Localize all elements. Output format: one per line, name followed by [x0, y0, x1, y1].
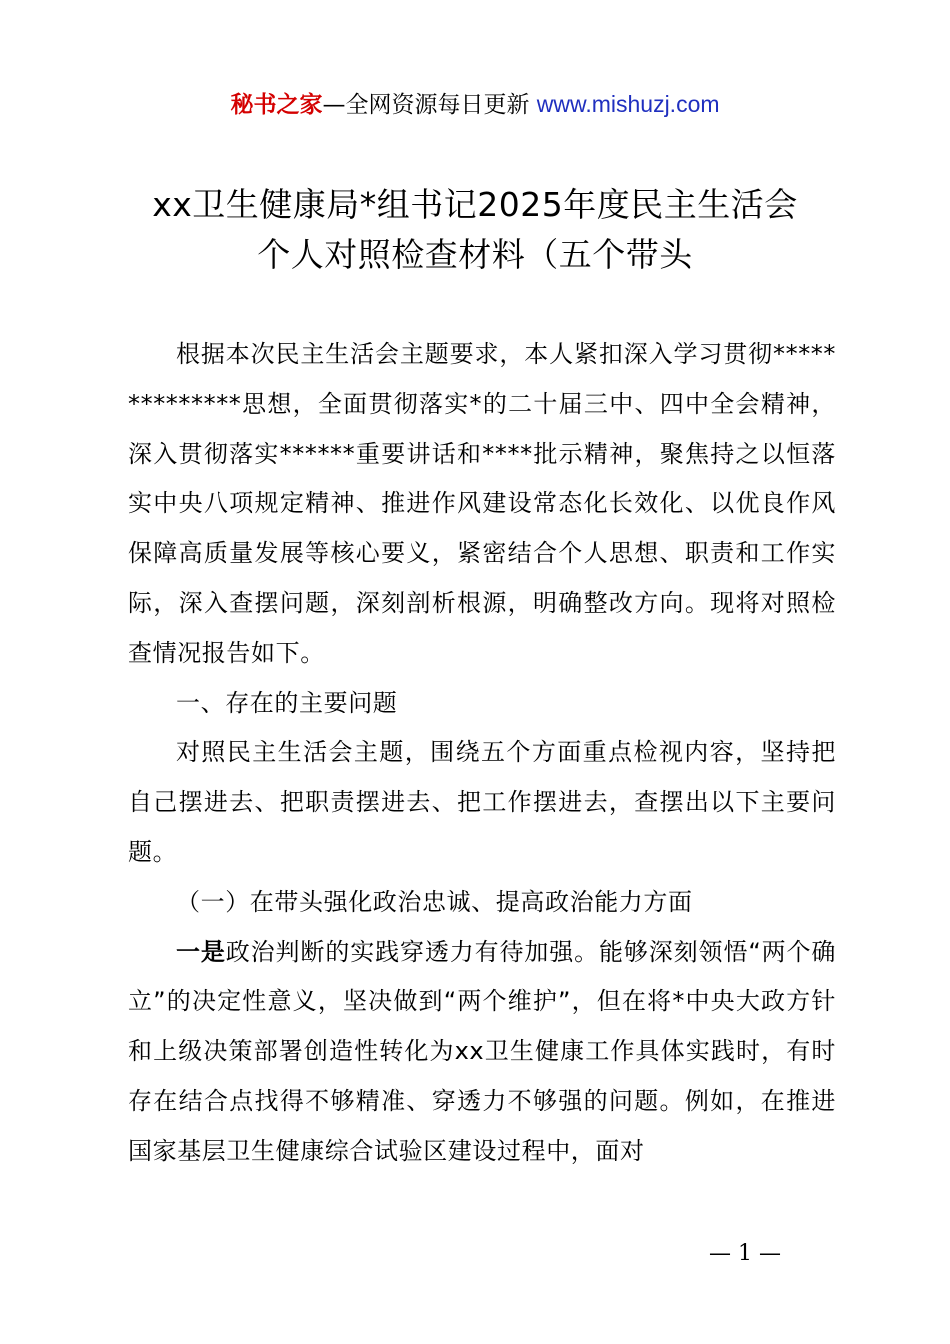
intro-paragraph: 根据本次民主生活会主题要求，本人紧扣深入学习贯彻**************思想，全面贯彻落实*的二十届三中、四中全会精神，深入贯彻落实******重要讲话和****批示精神，聚焦持之以恒落实中央八项规定精神、推进作风建设常态化长效化、以优良作风保障高质量发展等核心要义，紧密结合个人思想、职责和工作实际，深入查摆问题，深刻剖析根源，明确整改方向。现将对照检查情况报告如下。: [128, 340, 836, 667]
document-body: [128, 330, 836, 1177]
point-lead: 一是: [176, 937, 226, 966]
title-line-1: xx卫生健康局*组书记2025年度民主生活会: [152, 185, 798, 224]
point-paragraph: [128, 928, 836, 1177]
document-title: [0, 180, 950, 280]
banner-slogan: —全网资源每日更新: [322, 92, 537, 118]
website-link[interactable]: www.mishuzj.com: [536, 91, 720, 117]
header-banner: [0, 86, 950, 123]
brand-name: 秘书之家: [230, 92, 323, 118]
title-line-2: 个人对照检查材料（五个带头: [257, 235, 693, 274]
section-heading: 一、存在的主要问题: [176, 688, 398, 717]
page-number: — 1 —: [709, 1241, 781, 1266]
subsection-heading: （一）在带头强化政治忠诚、提高政治能力方面: [176, 887, 693, 916]
point-text: 政治判断的实践穿透力有待加强。能够深刻领悟“两个确立”的决定性意义，坚决做到“两个维护”，但在将*中央大政方针和上级决策部署创造性转化为xx卫生健康工作具体实践时，有时存在结合点找得不够精准、穿透力不够强的问题。例如，在推进国家基层卫生健康综合试验区建设过程中，面对: [128, 937, 837, 1165]
overview-paragraph: 对照民主生活会主题，围绕五个方面重点检视内容，坚持把自己摆进去、把职责摆进去、把工作摆进去，查摆出以下主要问题。: [128, 738, 836, 866]
